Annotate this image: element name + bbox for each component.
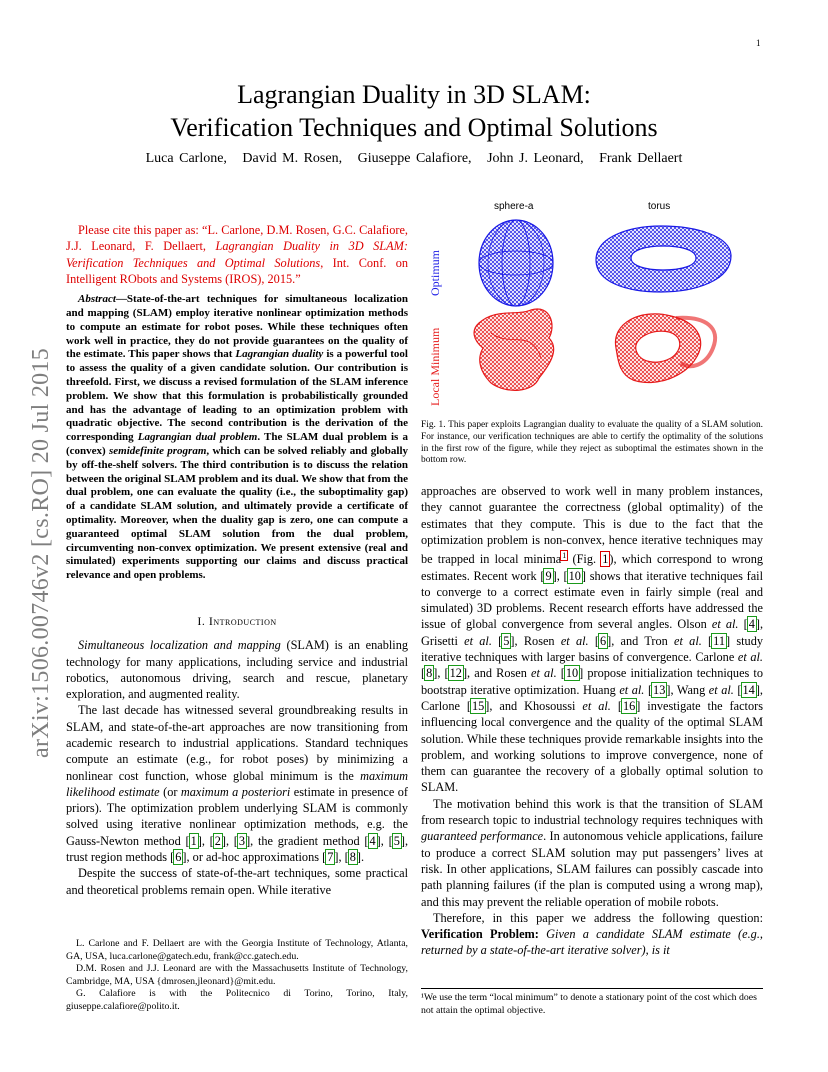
author-affiliations-footnote bbox=[66, 938, 408, 1014]
body-paragraph: Therefore, in this paper we address the following question: Verification Problem: Given a candidate SLAM estimate (e.g., returned by a state-of-the-art iterative solver), is it bbox=[421, 910, 763, 958]
citation-link[interactable]: 11 bbox=[713, 633, 726, 648]
right-column bbox=[421, 483, 763, 959]
figure-row-label-local-minimum: Local Minimum bbox=[428, 327, 442, 406]
figure-row-label-optimum: Optimum bbox=[428, 249, 442, 296]
abstract: Abstract—State-of-the-art techniques for simultaneous localization and mapping (SLAM) employ iterative nonlinear optimization methods to compute an estimate for robot poses. While these techniques often work well in practice, they do not provide guarantees on the quality of the estimate. This paper shows that Lagrangian duality is a powerful tool to assess the quality of a given candidate solution. Our contribution is threefold. First, we discuss a revised formulation of the SLAM inference problem. We show that this formulation is probabilistically grounded and has the advantage of leading to an optimization problem with quadratic objective. The second contribution is the derivation of the corresponding Lagrangian dual problem. The SLAM dual problem is a (convex) semidefinite program, which can be solved reliably and globally by off-the-shelf solvers. The third contribution is to discuss the relation between the original SLAM problem and its dual. We show that from the dual problem, one can evaluate the quality (i.e., the suboptimality gap) of a candidate SLAM solution, and ultimately provide a certificate of optimality. Moreover, when the duality gap is zero, one can compute a guaranteed optimal SLAM solution from the dual problem, circumventing non-convex optimization. We present extensive (real and simulated) experiments supporting our claims and discuss practical relevance and open problems. bbox=[66, 293, 409, 582]
citation-link[interactable]: 8 bbox=[349, 850, 356, 865]
citation-link[interactable]: 4 bbox=[748, 617, 755, 632]
author: Frank Dellaert bbox=[599, 151, 683, 166]
citation-link[interactable]: 6 bbox=[175, 850, 182, 865]
citation-link[interactable]: 6 bbox=[599, 633, 607, 648]
torus-local-minimum-mesh bbox=[615, 314, 715, 383]
arxiv-watermark: arXiv:1506.00746v2 [cs.RO] 20 Jul 2015 bbox=[28, 347, 54, 758]
left-column bbox=[66, 222, 408, 898]
figure-caption: Fig. 1. This paper exploits Lagrangian duality to evaluate the quality of a SLAM solution. For instance, our verification techniques are able to certify the optimality of the solutions in the first row of the figure, while they reject as suboptimal the estimates shown in the bottom row. bbox=[421, 420, 763, 466]
citation-link[interactable]: 10 bbox=[565, 666, 579, 681]
paper-title bbox=[0, 78, 828, 144]
cite-prefix: Please cite this paper as: “L. Carlone, D.M. Rosen, G.C. Calafiore, J.J. Leonard, F. Dellaert, bbox=[66, 223, 408, 254]
body-paragraph: Simultaneous localization and mapping (SLAM) is an enabling technology for many applications, including service and industrial robotics, autonomous driving, search and rescue, planetary exploration, and augmented reality. bbox=[66, 638, 408, 702]
sphere-optimum-mesh bbox=[479, 220, 553, 306]
citation-link[interactable]: 12 bbox=[449, 666, 462, 681]
title-line-2: Verification Techniques and Optimal Solutions bbox=[170, 113, 658, 142]
figure-graphics bbox=[421, 198, 763, 418]
title-line-1: Lagrangian Duality in 3D SLAM: bbox=[237, 80, 591, 109]
citation-link[interactable]: 9 bbox=[545, 568, 552, 583]
affiliation-note: L. Carlone and F. Dellaert are with the Georgia Institute of Technology, Atlanta, GA, USA, luca.carlone@gatech.edu, frank@cc.gatech.edu. bbox=[66, 938, 408, 962]
section-heading bbox=[66, 613, 408, 629]
cite-suffix: , Int. Conf. on Intelligent RObots and Systems (IROS), 2015.” bbox=[66, 255, 409, 286]
section-title: Introduction bbox=[208, 613, 277, 628]
figure-1 bbox=[421, 198, 763, 418]
figure-column-label: sphere-a bbox=[494, 201, 534, 212]
body-paragraph: Despite the success of state-of-the-art techniques, some practical and theoretical problems remain open. While iterative bbox=[66, 866, 408, 897]
cite-title-link[interactable]: Lagrangian Duality in 3D SLAM: Verification Techniques and Optimal Solutions bbox=[66, 239, 408, 270]
citation-link[interactable]: 5 bbox=[393, 833, 400, 848]
figure-link[interactable]: 1 bbox=[602, 552, 609, 567]
sphere-local-minimum-mesh bbox=[474, 309, 554, 390]
citation-link[interactable]: 5 bbox=[503, 633, 510, 648]
page-number: 1 bbox=[756, 38, 761, 48]
section-number: I. bbox=[197, 613, 209, 628]
affiliation-note: D.M. Rosen and J.J. Leonard are with the Massachusetts Institute of Technology, Cambridge, MA, USA {dmrosen,jleonard}@mit.edu. bbox=[66, 963, 408, 987]
footnote-link[interactable]: 1 bbox=[562, 551, 567, 561]
footnote: ¹We use the term “local minimum” to denote a stationary point of the cost which does not attain the optimal objective. bbox=[421, 988, 763, 1017]
citation-notice bbox=[66, 222, 408, 287]
body-paragraph: The motivation behind this work is that the transition of SLAM from research topic to industrial technology requires techniques with guaranteed performance. In autonomous vehicle applications, failure to produce a correct SLAM solution may put passengers’ lives at risk. In other applications, SLAM failures can possibly cascade into path planning failures (if the plan is computed using a wrong map), and this may prevent the reliable operation of mobile robots. bbox=[421, 796, 764, 909]
citation-link[interactable]: 7 bbox=[327, 850, 334, 865]
citation-link[interactable]: 15 bbox=[472, 698, 485, 713]
citation-link[interactable]: 16 bbox=[622, 698, 636, 713]
body-paragraph: The last decade has witnessed several groundbreaking results in SLAM, and state-of-the-art approaches are now transitioning from academic research to industrial applications. Standard techniques compute an estimate (e.g., for robot poses) by minimizing a nonlinear cost function, whose global minimum is the maximum likelihood estimate (or maximum a posteriori estimate in presence of priors). The optimization problem underlying SLAM is commonly solved using iterative nonlinear optimization methods, e.g. the Gauss-Newton method [1], [2], [3], the gradient method [4], [5], trust region methods [6], or ad-hoc approximations [7], [8]. bbox=[66, 703, 409, 865]
figure-column-label: torus bbox=[648, 201, 671, 212]
author: Luca Carlone, bbox=[145, 151, 227, 166]
citation-link[interactable]: 1 bbox=[190, 833, 197, 848]
author: John J. Leonard, bbox=[487, 151, 584, 166]
citation-link[interactable]: 2 bbox=[214, 833, 221, 848]
citation-link[interactable]: 3 bbox=[238, 833, 246, 848]
author: Giuseppe Calafiore, bbox=[357, 151, 472, 166]
citation-link[interactable]: 14 bbox=[742, 682, 755, 697]
citation-link[interactable]: 8 bbox=[426, 666, 433, 681]
author-list bbox=[0, 151, 828, 167]
torus-optimum-mesh bbox=[596, 226, 731, 292]
body-paragraph: approaches are observed to work well in many problem instances, they cannot guarantee the correctness (global optimality) of the estimates that they compute. This is due to the fact that the optimization problem is non-convex, hence iterative techniques may be trapped in local minima$^1$ (Fig. 1), which correspond to wrong estimates. Recent work [9], [10] shows that iterative techniques fail to converge to a correct estimate even in fairly simple (real and simulated) 3D problems. Recent research efforts have addressed the issue of global convergence from several angles. Olson et al. [4], Grisetti et al. [5], Rosen et al. [6], and Tron et al. [11] study iterative techniques with larger basins of convergence. Carlone et al. [8], [12], and Rosen et al. [10] propose initialization techniques to bootstrap iterative optimization. Huang et al. [13], Wang et al. [14], Carlone [15], and Khosoussi et al. [16] investigate the factors influencing local convergence and the quality of the optimal SLAM solution. While these techniques provide remarkable insights into the problem, and working solutions to improve convergence, none of them can guarantee the recovery of a globally optimal solution to SLAM. bbox=[421, 484, 764, 795]
citation-link[interactable]: 4 bbox=[369, 833, 376, 848]
affiliation-note: G. Calafiore is with the Politecnico di Torino, Torino, Italy, giuseppe.calafiore@polito.it. bbox=[66, 988, 408, 1012]
author: David M. Rosen, bbox=[242, 151, 343, 166]
citation-link[interactable]: 13 bbox=[653, 682, 666, 697]
citation-link[interactable]: 10 bbox=[568, 568, 581, 583]
